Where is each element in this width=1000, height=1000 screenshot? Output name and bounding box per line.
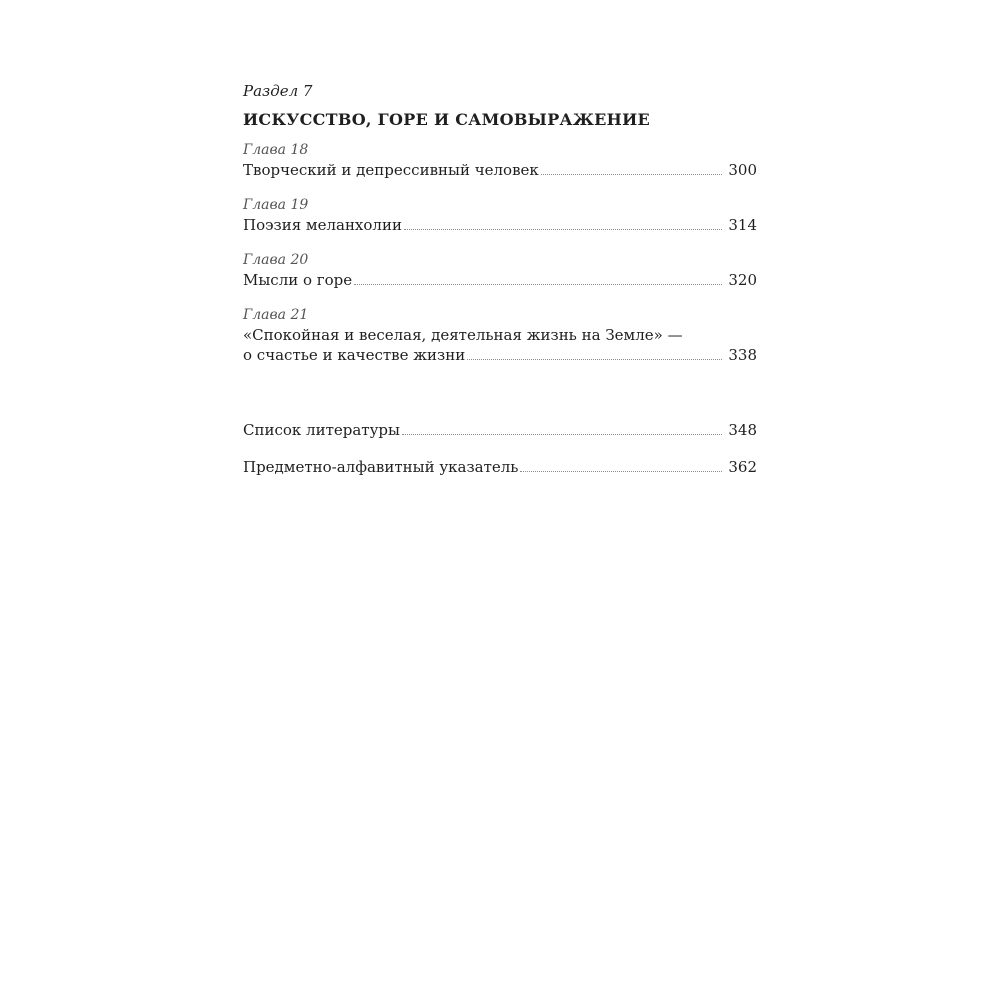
dot-leader — [467, 359, 722, 360]
section-title: ИСКУССТВО, ГОРЕ И САМОВЫРАЖЕНИЕ — [243, 110, 650, 129]
chapter-label: Глава 21 — [243, 307, 309, 323]
chapter-21 — [243, 305, 757, 365]
toc-entry[interactable] — [243, 345, 757, 365]
chapter-19 — [243, 195, 757, 235]
chapter-title: Поэзия меланхолии — [243, 216, 402, 234]
chapter-title-line-1[interactable]: «Спокойная и веселая, деятельная жизнь на Земле» — — [243, 326, 683, 344]
page-number: 300 — [728, 161, 757, 179]
page-number: 338 — [728, 346, 757, 364]
chapter-18 — [243, 140, 757, 180]
page-number: 348 — [728, 421, 757, 439]
dot-leader — [541, 174, 723, 175]
toc-entry[interactable] — [243, 270, 757, 290]
toc-entry[interactable] — [243, 160, 757, 180]
chapter-title: Мысли о горе — [243, 271, 353, 289]
chapter-title: Творческий и депрессивный человек — [243, 161, 539, 179]
dot-leader — [520, 471, 722, 472]
chapter-20 — [243, 250, 757, 290]
chapter-title-line-2: о счастье и качестве жизни — [243, 346, 466, 364]
section-label: Раздел 7 — [243, 82, 313, 100]
page-number: 320 — [728, 271, 757, 289]
toc-entry-index[interactable] — [243, 457, 757, 477]
entry-title: Список литературы — [243, 421, 400, 439]
chapter-label: Глава 18 — [243, 142, 309, 158]
page-number: 362 — [728, 458, 757, 476]
entry-title: Предметно-алфавитный указатель — [243, 458, 519, 476]
dot-leader — [402, 434, 722, 435]
chapter-label: Глава 19 — [243, 197, 309, 213]
toc-entry[interactable] — [243, 215, 757, 235]
dot-leader — [404, 229, 722, 230]
dot-leader — [354, 284, 722, 285]
chapter-label: Глава 20 — [243, 252, 309, 268]
toc-entry-bibliography[interactable] — [243, 420, 757, 440]
page-number: 314 — [728, 216, 757, 234]
